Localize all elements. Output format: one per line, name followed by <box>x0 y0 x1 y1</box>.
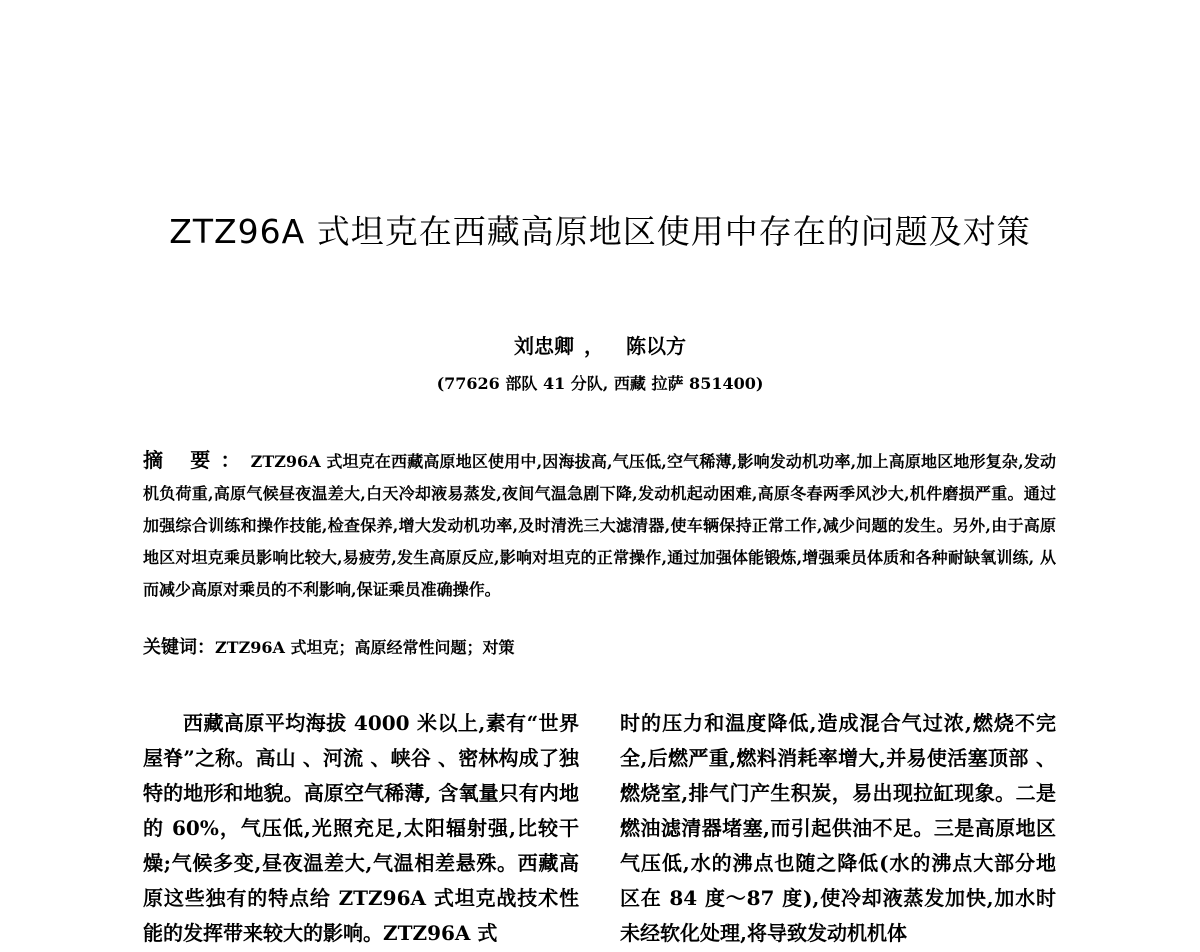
keywords-text: ZTZ96A 式坦克；高原经常性问题；对策 <box>215 638 515 657</box>
body-right-column: 时的压力和温度降低,造成混合气过浓,燃烧不完全,后燃严重,燃料消耗率增大,并易使活塞顶部 、燃烧室,排气门产生积炭，易出现拉缸现象。二是燃油滤清器堵塞,而引起供油不足。三是高原地区气压低,水的沸点也随之降低(水的沸点大部分地区在 84 度～87 度),使冷却液蒸发加快,加水时未经软化处理,将导致发动机机体 <box>620 711 1056 945</box>
keywords-label: 关键词： <box>143 637 215 658</box>
author-separator: ， <box>584 334 604 358</box>
abstract-text: ZTZ96A 式坦克在西藏高原地区使用中,因海拔高,气压低,空气稀薄,影响发动机功率,加上高原地区地形复杂,发动机负荷重,高原气候昼夜温差大,白天冷却液易蒸发,夜间气温急剧下降,发动机起动困难,高原冬春两季风沙大,机件磨损严重。通过加强综合训练和操作技能,检查保养,增大发动机功率,及时清洗三大滤清器,使车辆保持正常工作,减少问题的发生。另外,由于高原地区对坦克乘员影响比较大,易疲劳,发生高原反应,影响对坦克的正常操作,通过加强体能锻炼,增强乘员体质和各种耐缺氧训练, 从而减少高原对乘员的不利影响,保证乘员准确操作。 <box>143 452 1056 599</box>
paper-title: ZTZ96A 式坦克在西藏高原地区使用中存在的问题及对策 <box>169 212 1031 251</box>
affiliation: (77626 部队 41 分队, 西藏 拉萨 851400) <box>436 374 764 393</box>
abstract-label: 摘 要： <box>143 448 251 472</box>
author-line <box>0 332 1200 360</box>
keywords <box>143 632 1056 664</box>
body-left-column: 西藏高原平均海拔 4000 米以上,素有“世界屋脊”之称。高山 、河流 、峡谷 、密林构成了独特的地形和地貌。高原空气稀薄, 含氧量只有内地的 60%，气压低,光照充足,太阳辐射强,比较干燥;气候多变,昼夜温差大,气温相差悬殊。西藏高原这些独有的特点给 ZTZ96A 式坦克战技术性能的发挥带来较大的影响。ZTZ96A 式 <box>143 711 579 945</box>
author-name: 刘忠卿 <box>514 334 574 358</box>
author-name: 陈以方 <box>626 334 686 358</box>
abstract <box>143 444 1056 606</box>
